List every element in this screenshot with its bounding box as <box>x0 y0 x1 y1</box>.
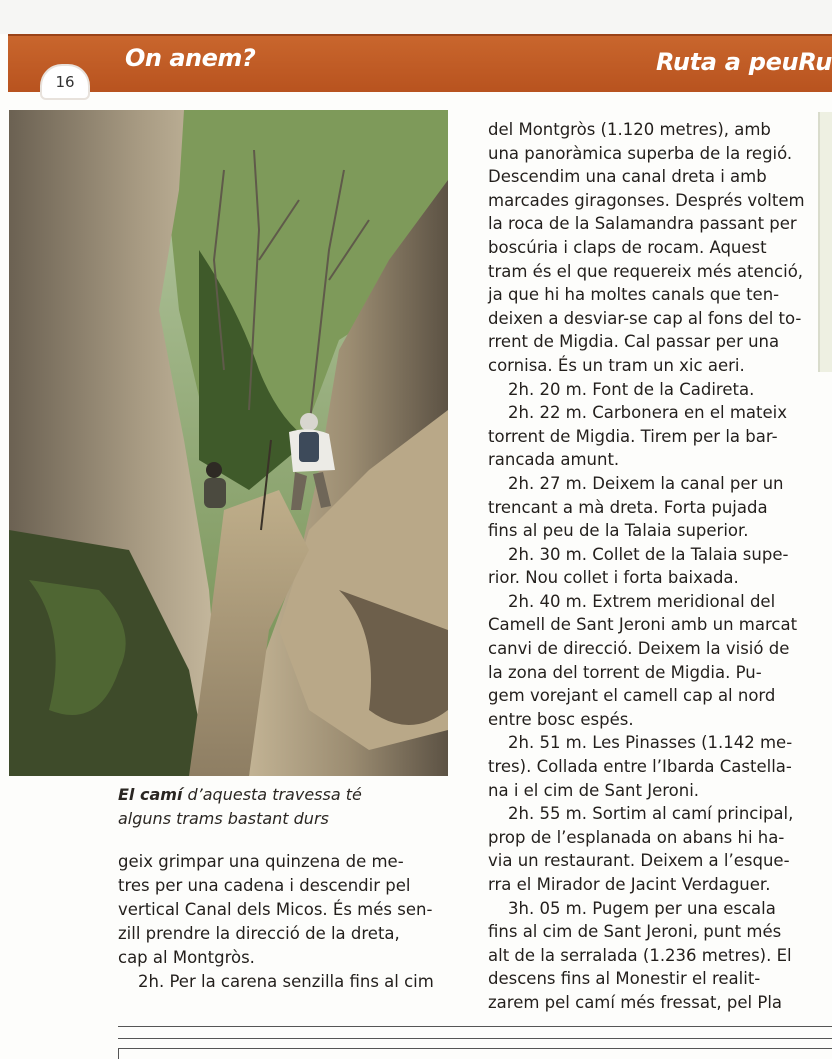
divider-rule <box>118 1038 832 1039</box>
text-line: Camell de Sant Jeroni amb un marcat <box>488 615 798 635</box>
text-line: rior. Nou collet i forta baixada. <box>488 568 739 588</box>
text-line: rancada amunt. <box>488 450 620 470</box>
text-line: geix grimpar una quinzena de me- <box>118 852 404 871</box>
caption-line-1 <box>118 783 438 807</box>
text-line: boscúria i claps de rocam. Aquest <box>488 237 767 257</box>
photo-caption <box>118 783 438 831</box>
text-line: tres per una cadena i descendir pel <box>118 876 411 895</box>
hiker-climbing-rocky-gully-icon <box>9 110 448 776</box>
text-line: rra el Mirador de Jacint Verdaguer. <box>488 875 771 894</box>
caption-line-2: alguns trams bastant durs <box>118 809 329 828</box>
text-line: zill prendre la direcció de la dreta, <box>118 924 400 943</box>
text-line: via un restaurant. Deixem a l’esque- <box>488 851 790 871</box>
text-line: trencant a mà dreta. Forta pujada <box>488 497 768 517</box>
article-text-right-column <box>488 118 826 1015</box>
text-line: Descendim una canal dreta i amb <box>488 167 767 187</box>
hiker-gully-photo <box>9 110 448 776</box>
caption-line-1-rest: d’aquesta travessa té <box>182 785 362 804</box>
text-line: fins al peu de la Talaia superior. <box>488 521 749 541</box>
text-line: marcades giragonses. Després voltem <box>488 190 805 210</box>
text-line: la zona del torrent de Migdia. Pu- <box>488 662 762 682</box>
text-line: 2h. 51 m. Les Pinasses (1.142 me- <box>508 733 793 753</box>
text-line: 2h. 22 m. Carbonera en el mateix <box>508 403 787 423</box>
text-line: cap al Montgròs. <box>118 948 255 967</box>
text-line: deixen a desviar-se cap al fons del to- <box>488 308 802 328</box>
text-line: tres). Collada entre l’Ibarda Castella- <box>488 757 792 777</box>
text-line: 2h. 20 m. Font de la Cadireta. <box>508 379 755 399</box>
section-subtitle: Ruta a peuRu <box>655 48 832 76</box>
page-number: 16 <box>42 66 88 98</box>
text-line: entre bosc espés. <box>488 709 634 729</box>
text-line: tram és el que requereix més atenció, <box>488 261 804 281</box>
text-line: alt de la serralada (1.236 metres). El <box>488 945 792 965</box>
caption-lead: El camí <box>118 785 183 804</box>
text-line: canvi de direcció. Deixem la visió de <box>488 639 790 659</box>
text-line: 2h. 40 m. Extrem meridional del <box>508 591 776 611</box>
text-line: rrent de Migdia. Cal passar per una <box>488 332 780 352</box>
text-line: una panoràmica superba de la regió. <box>488 143 793 163</box>
text-line: 2h. Per la carena senzilla fins al cim <box>138 972 434 991</box>
next-section-box-edge <box>118 1048 832 1059</box>
text-line: la roca de la Salamandra passant per <box>488 214 797 234</box>
text-line: vertical Canal dels Micos. És més sen- <box>118 900 433 919</box>
text-line: na i el cim de Sant Jeroni. <box>488 780 700 800</box>
text-line: prop de l’esplanada on abans hi ha- <box>488 827 785 847</box>
text-line: cornisa. És un tram un xic aeri. <box>488 355 745 375</box>
text-line: ja que hi ha moltes canals que ten- <box>488 285 780 305</box>
text-line: 2h. 27 m. Deixem la canal per un <box>508 473 784 493</box>
text-line: descens fins al Monestir el realit- <box>488 969 761 989</box>
text-line: fins al cim de Sant Jeroni, punt més <box>488 922 782 942</box>
text-line: torrent de Migdia. Tirem per la bar- <box>488 426 778 446</box>
text-line: del Montgròs (1.120 metres), amb <box>488 120 771 139</box>
divider-rule <box>118 1026 832 1027</box>
text-line: 2h. 55 m. Sortim al camí principal, <box>508 804 794 824</box>
page-top-margin <box>0 0 832 34</box>
text-line: 3h. 05 m. Pugem per una escala <box>508 898 776 918</box>
adjacent-page-edge <box>818 112 832 372</box>
text-line: zarem pel camí més fressat, pel Pla <box>488 992 783 1012</box>
text-line: gem vorejant el camell cap al nord <box>488 686 776 706</box>
article-text-left-column <box>118 850 444 994</box>
text-line: 2h. 30 m. Collet de la Talaia supe- <box>508 544 789 564</box>
section-title: On anem? <box>125 44 256 72</box>
